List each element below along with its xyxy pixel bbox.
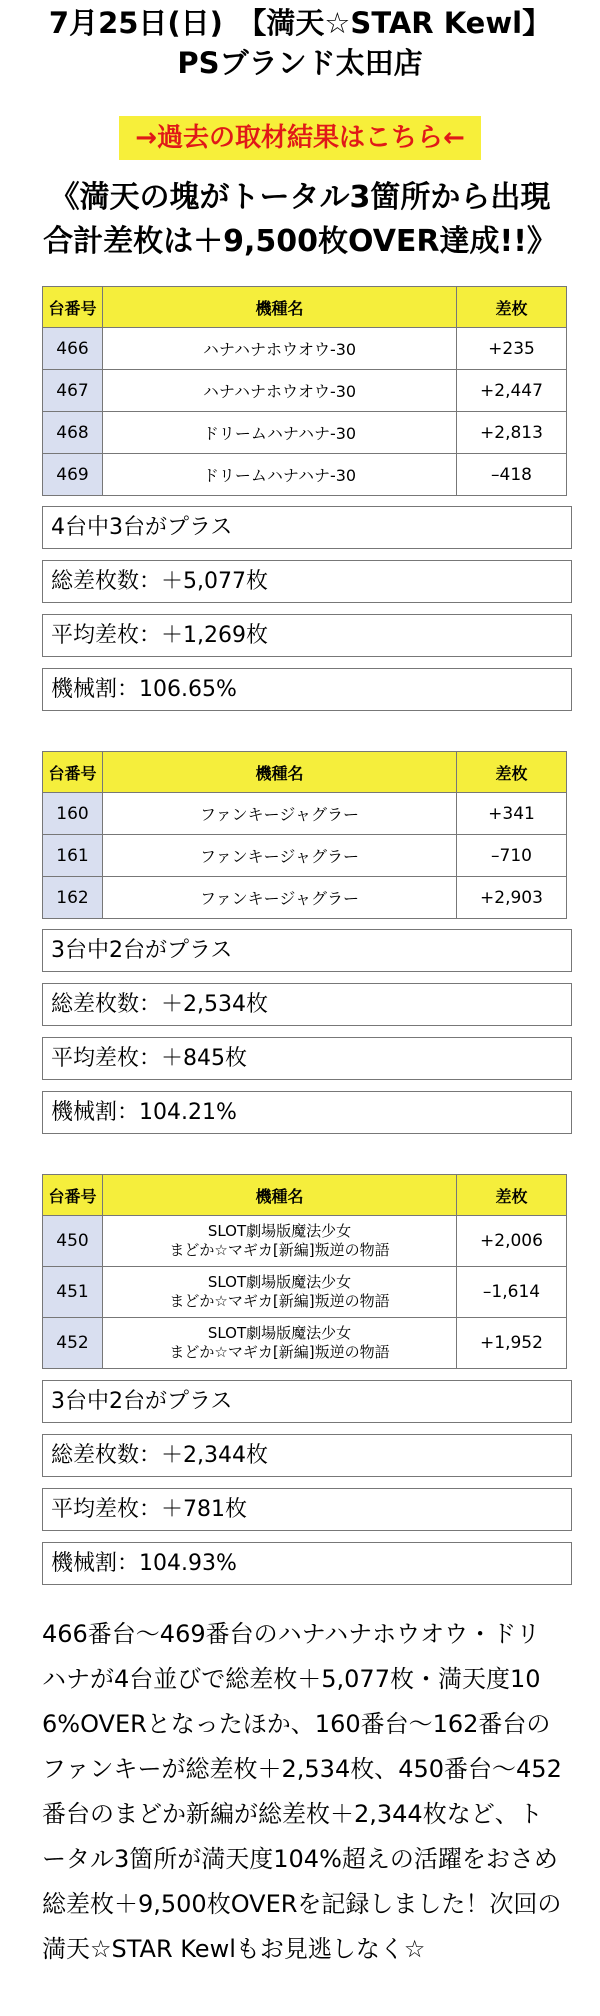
stat-total-diff: 総差枚数：＋2,344枚 xyxy=(42,1434,572,1477)
machine-name-line-2: まどか☆マギカ[新編]叛逆の物語 xyxy=(169,1343,390,1361)
machine-name-line-1: SLOT劇場版魔法少女 xyxy=(207,1324,352,1342)
machine-diff: –418 xyxy=(457,454,567,496)
machine-name: ファンキージャグラー xyxy=(103,835,457,877)
machine-name: ハナハナホウオウ-30 xyxy=(103,328,457,370)
results-table-3 xyxy=(42,1174,567,1369)
results-table-1 xyxy=(42,286,567,496)
machine-name xyxy=(103,1267,457,1318)
machine-name: ファンキージャグラー xyxy=(103,877,457,919)
stat-plus-count: 3台中2台がプラス xyxy=(42,1380,572,1423)
stat-average-diff: 平均差枚：＋781枚 xyxy=(42,1488,572,1531)
past-results-link-wrap xyxy=(0,116,600,160)
machine-number: 160 xyxy=(43,793,103,835)
table-row xyxy=(43,412,567,454)
machine-name: ファンキージャグラー xyxy=(103,793,457,835)
col-header-number: 台番号 xyxy=(43,287,103,328)
table-row xyxy=(43,1318,567,1369)
col-header-diff: 差枚 xyxy=(457,752,567,793)
machine-name-line-1: SLOT劇場版魔法少女 xyxy=(207,1273,352,1291)
table-row xyxy=(43,454,567,496)
summary-paragraph: 466番台〜469番台のハナハナホウオウ・ドリハナが4台並びで総差枚＋5,077枚・満天度106%OVERとなったほか、160番台〜162番台のファンキーが総差枚＋2,534枚、450番台〜452番台のまどか新編が総差枚＋2,344枚など、トータル3箇所が満天度104%超えの活躍をおさめ総差枚＋9,500枚OVERを記録しました！次回の満天☆STAR Kewlもお見逃しなく☆ xyxy=(42,1620,562,1963)
table-row xyxy=(43,877,567,919)
machine-number: 162 xyxy=(43,877,103,919)
machine-name: ドリームハナハナ-30 xyxy=(103,412,457,454)
table-header-row xyxy=(43,752,567,793)
store-name: PSブランド太田店 xyxy=(177,46,423,80)
machine-name xyxy=(103,1318,457,1369)
machine-name-line-1: SLOT劇場版魔法少女 xyxy=(207,1222,352,1240)
stat-payout-rate: 機械割：104.93% xyxy=(42,1542,572,1585)
table-row xyxy=(43,370,567,412)
stat-average-diff: 平均差枚：＋1,269枚 xyxy=(42,614,572,657)
col-header-number: 台番号 xyxy=(43,752,103,793)
machine-diff: –710 xyxy=(457,835,567,877)
headline-line-2: 合計差枚は＋9,500枚OVER達成!!》 xyxy=(43,224,557,259)
stat-payout-rate: 機械割：106.65% xyxy=(42,668,572,711)
stat-total-diff: 総差枚数：＋2,534枚 xyxy=(42,983,572,1026)
table-row xyxy=(43,793,567,835)
machine-number: 452 xyxy=(43,1318,103,1369)
machine-number: 466 xyxy=(43,328,103,370)
machine-number: 451 xyxy=(43,1267,103,1318)
machine-diff: +1,952 xyxy=(457,1318,567,1369)
table-header-row xyxy=(43,1175,567,1216)
machine-number: 467 xyxy=(43,370,103,412)
machine-number: 450 xyxy=(43,1216,103,1267)
machine-number: 468 xyxy=(43,412,103,454)
machine-name-line-2: まどか☆マギカ[新編]叛逆の物語 xyxy=(169,1241,390,1259)
machine-diff: +341 xyxy=(457,793,567,835)
col-header-number: 台番号 xyxy=(43,1175,103,1216)
machine-name: ドリームハナハナ-30 xyxy=(103,454,457,496)
machine-diff: +235 xyxy=(457,328,567,370)
machine-number: 161 xyxy=(43,835,103,877)
stat-plus-count: 4台中3台がプラス xyxy=(42,506,572,549)
machine-name xyxy=(103,1216,457,1267)
col-header-machine: 機種名 xyxy=(103,752,457,793)
machine-name: ハナハナホウオウ-30 xyxy=(103,370,457,412)
stat-payout-rate: 機械割：104.21% xyxy=(42,1091,572,1134)
col-header-diff: 差枚 xyxy=(457,287,567,328)
machine-diff: +2,813 xyxy=(457,412,567,454)
table-header-row xyxy=(43,287,567,328)
table-row xyxy=(43,328,567,370)
results-table-2 xyxy=(42,751,567,919)
past-results-link[interactable]: →過去の取材結果はこちら← xyxy=(119,116,481,160)
col-header-machine: 機種名 xyxy=(103,287,457,328)
machine-diff: +2,903 xyxy=(457,877,567,919)
stat-total-diff: 総差枚数：＋5,077枚 xyxy=(42,560,572,603)
machine-diff: –1,614 xyxy=(457,1267,567,1318)
machine-diff: +2,447 xyxy=(457,370,567,412)
machine-diff: +2,006 xyxy=(457,1216,567,1267)
table-row xyxy=(43,835,567,877)
event-title: 7月25日(日) 【満天☆STAR Kewl】 xyxy=(48,6,552,40)
table-row xyxy=(43,1216,567,1267)
machine-name-line-2: まどか☆マギカ[新編]叛逆の物語 xyxy=(169,1292,390,1310)
headline-line-1: 《満天の塊がトータル3箇所から出現 xyxy=(49,180,551,215)
col-header-diff: 差枚 xyxy=(457,1175,567,1216)
table-row xyxy=(43,1267,567,1318)
stat-average-diff: 平均差枚：＋845枚 xyxy=(42,1037,572,1080)
col-header-machine: 機種名 xyxy=(103,1175,457,1216)
machine-number: 469 xyxy=(43,454,103,496)
stat-plus-count: 3台中2台がプラス xyxy=(42,929,572,972)
